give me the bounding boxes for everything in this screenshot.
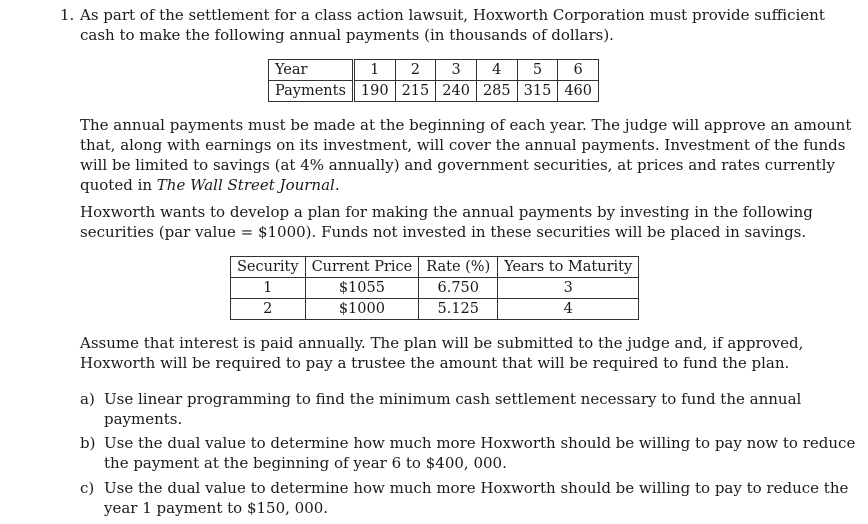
part-label: c) xyxy=(80,479,95,497)
securities-table xyxy=(230,256,639,320)
part-line: the payment at the beginning of year 6 to $400, 000. xyxy=(104,454,507,472)
part-line: Use the dual value to determine how much more Hoxworth should be willing to pay to reduce the xyxy=(104,479,849,497)
payments-table xyxy=(268,59,599,102)
payments-row xyxy=(269,81,599,102)
security-cell: 2 xyxy=(231,299,306,320)
payment-cell: 240 xyxy=(436,81,477,102)
rate-cell: 5.125 xyxy=(419,299,498,320)
payment-cell: 285 xyxy=(476,81,517,102)
part-text xyxy=(104,433,856,473)
maturity-header: Years to Maturity xyxy=(498,257,639,278)
payments-header: Payments xyxy=(269,81,354,102)
rate-header: Rate (%) xyxy=(419,257,498,278)
paragraph-line: Assume that interest is paid annually. The plan will be submitted to the judge and, if approved, xyxy=(80,334,804,352)
payment-cell: 190 xyxy=(353,81,395,102)
year-cell: 6 xyxy=(558,60,599,81)
year-cell: 5 xyxy=(517,60,558,81)
year-cell: 4 xyxy=(476,60,517,81)
quoted-prefix: quoted in xyxy=(80,176,157,194)
paragraph-line: securities (par value = $1000). Funds not invested in these securities will be placed in savings. xyxy=(80,223,807,241)
year-row xyxy=(269,60,599,81)
securities-row xyxy=(231,299,639,320)
paragraph-line: will be limited to savings (at 4% annually) and government securities, at prices and rates currently xyxy=(80,156,835,174)
paragraph-line: Hoxworth wants to develop a plan for making the annual payments by investing in the following xyxy=(80,203,813,221)
paragraph-line: Hoxworth will be required to pay a trustee the amount that will be required to fund the plan. xyxy=(80,354,790,372)
paragraph-payments-rules xyxy=(80,115,852,195)
maturity-cell: 4 xyxy=(498,299,639,320)
rate-cell: 6.750 xyxy=(419,278,498,299)
price-cell: $1055 xyxy=(305,278,419,299)
year-cell: 3 xyxy=(436,60,477,81)
intro-line: cash to make the following annual payments (in thousands of dollars). xyxy=(80,26,614,44)
part-label: b) xyxy=(80,434,96,452)
security-header: Security xyxy=(231,257,306,278)
payment-cell: 215 xyxy=(395,81,436,102)
maturity-cell: 3 xyxy=(498,278,639,299)
paragraph-securities-intro xyxy=(80,202,813,242)
part-line: Use the dual value to determine how much more Hoxworth should be willing to pay now to reduce xyxy=(104,434,856,452)
price-header: Current Price xyxy=(305,257,419,278)
security-cell: 1 xyxy=(231,278,306,299)
part-line: Use linear programming to find the minimum cash settlement necessary to fund the annual xyxy=(104,390,802,408)
paragraph-line: The annual payments must be made at the beginning of each year. The judge will approve an amount xyxy=(80,116,852,134)
year-cell: 1 xyxy=(353,60,395,81)
part-line: year 1 payment to $150, 000. xyxy=(104,499,329,517)
question-number: 1. xyxy=(60,6,75,24)
securities-header-row xyxy=(231,257,639,278)
journal-title: The Wall Street Journal xyxy=(156,176,335,194)
part-text xyxy=(104,389,802,429)
paragraph-line xyxy=(80,175,798,195)
quoted-suffix: . xyxy=(334,176,340,194)
question-intro xyxy=(80,5,825,45)
payment-cell: 315 xyxy=(517,81,558,102)
part-line: payments. xyxy=(104,410,183,428)
payment-cell: 460 xyxy=(558,81,599,102)
securities-row xyxy=(231,278,639,299)
paragraph-interest xyxy=(80,333,804,373)
intro-line: As part of the settlement for a class action lawsuit, Hoxworth Corporation must provide sufficient xyxy=(80,6,825,24)
part-text xyxy=(104,478,849,518)
year-cell: 2 xyxy=(395,60,436,81)
part-label: a) xyxy=(80,390,95,408)
price-cell: $1000 xyxy=(305,299,419,320)
paragraph-line: that, along with earnings on its investment, will cover the annual payments. Investment of the funds xyxy=(80,136,846,154)
year-header: Year xyxy=(269,60,354,81)
